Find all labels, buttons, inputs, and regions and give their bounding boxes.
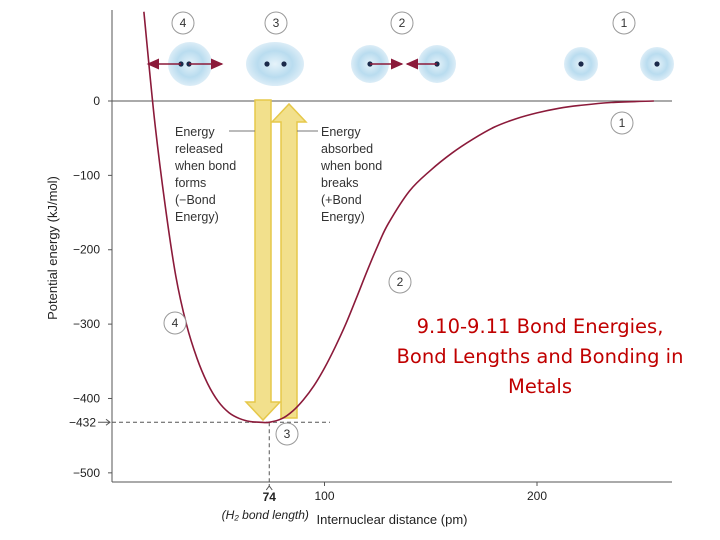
stage-number: 2 (396, 275, 404, 289)
bond-energy-label: −432 (68, 415, 96, 430)
stage-number: 3 (283, 427, 291, 441)
stage-number: 2 (398, 16, 406, 30)
x-axis-title: Internuclear distance (pm) (316, 512, 468, 527)
absorbed-line: when bond (321, 159, 383, 173)
stage-4-atoms-illustration (148, 42, 222, 86)
released-line: Energy) (175, 210, 219, 224)
y-tick-label: −300 (72, 317, 100, 332)
bond-length-sublabel: (H₂ bond length) (221, 508, 309, 522)
stage-3-atoms-illustration (246, 42, 304, 86)
slide-title (362, 312, 718, 402)
absorbed-line: Energy) (321, 210, 365, 224)
energy-absorbed-note (320, 125, 382, 224)
stage-number: 4 (171, 316, 179, 330)
y-tick-label: −100 (72, 168, 100, 183)
released-line: Energy (175, 125, 215, 139)
bond-energy-pointer (98, 419, 110, 425)
energy-absorbed-arrow (272, 104, 306, 418)
y-tick-label: −400 (72, 391, 100, 406)
x-ticks (314, 482, 547, 503)
absorbed-line: Energy (321, 125, 361, 139)
slide-title-line-3: Metals (508, 375, 572, 398)
x-tick-label: 100 (314, 489, 335, 503)
released-line: when bond (175, 159, 237, 173)
absorbed-line: absorbed (321, 142, 374, 156)
stage-2-atoms-illustration (351, 45, 456, 83)
stage-number: 1 (618, 116, 626, 130)
absorbed-line: (+Bond (321, 193, 362, 207)
stage-number: 1 (620, 16, 628, 30)
released-line: released (175, 142, 223, 156)
bond-length-label: 74 (262, 490, 276, 504)
y-tick-label: −200 (72, 242, 100, 257)
y-tick-label: −500 (72, 465, 100, 480)
absorbed-line: breaks (321, 176, 359, 190)
slide-title-line-2: Bond Lengths and Bonding in (396, 345, 684, 368)
slide-title-line-1: 9.10-9.11 Bond Energies, (416, 315, 664, 338)
released-line: (−Bond (175, 193, 216, 207)
stage-1-atoms-illustration (564, 47, 674, 81)
energy-released-note (174, 125, 236, 224)
y-axis-title: Potential energy (kJ/mol) (45, 176, 60, 320)
energy-released-arrow (246, 100, 280, 420)
y-tick-label: 0 (93, 94, 100, 108)
stage-number: 4 (179, 16, 187, 30)
x-tick-label: 200 (526, 489, 548, 503)
stage-number: 3 (272, 16, 280, 30)
released-line: forms (175, 176, 207, 190)
